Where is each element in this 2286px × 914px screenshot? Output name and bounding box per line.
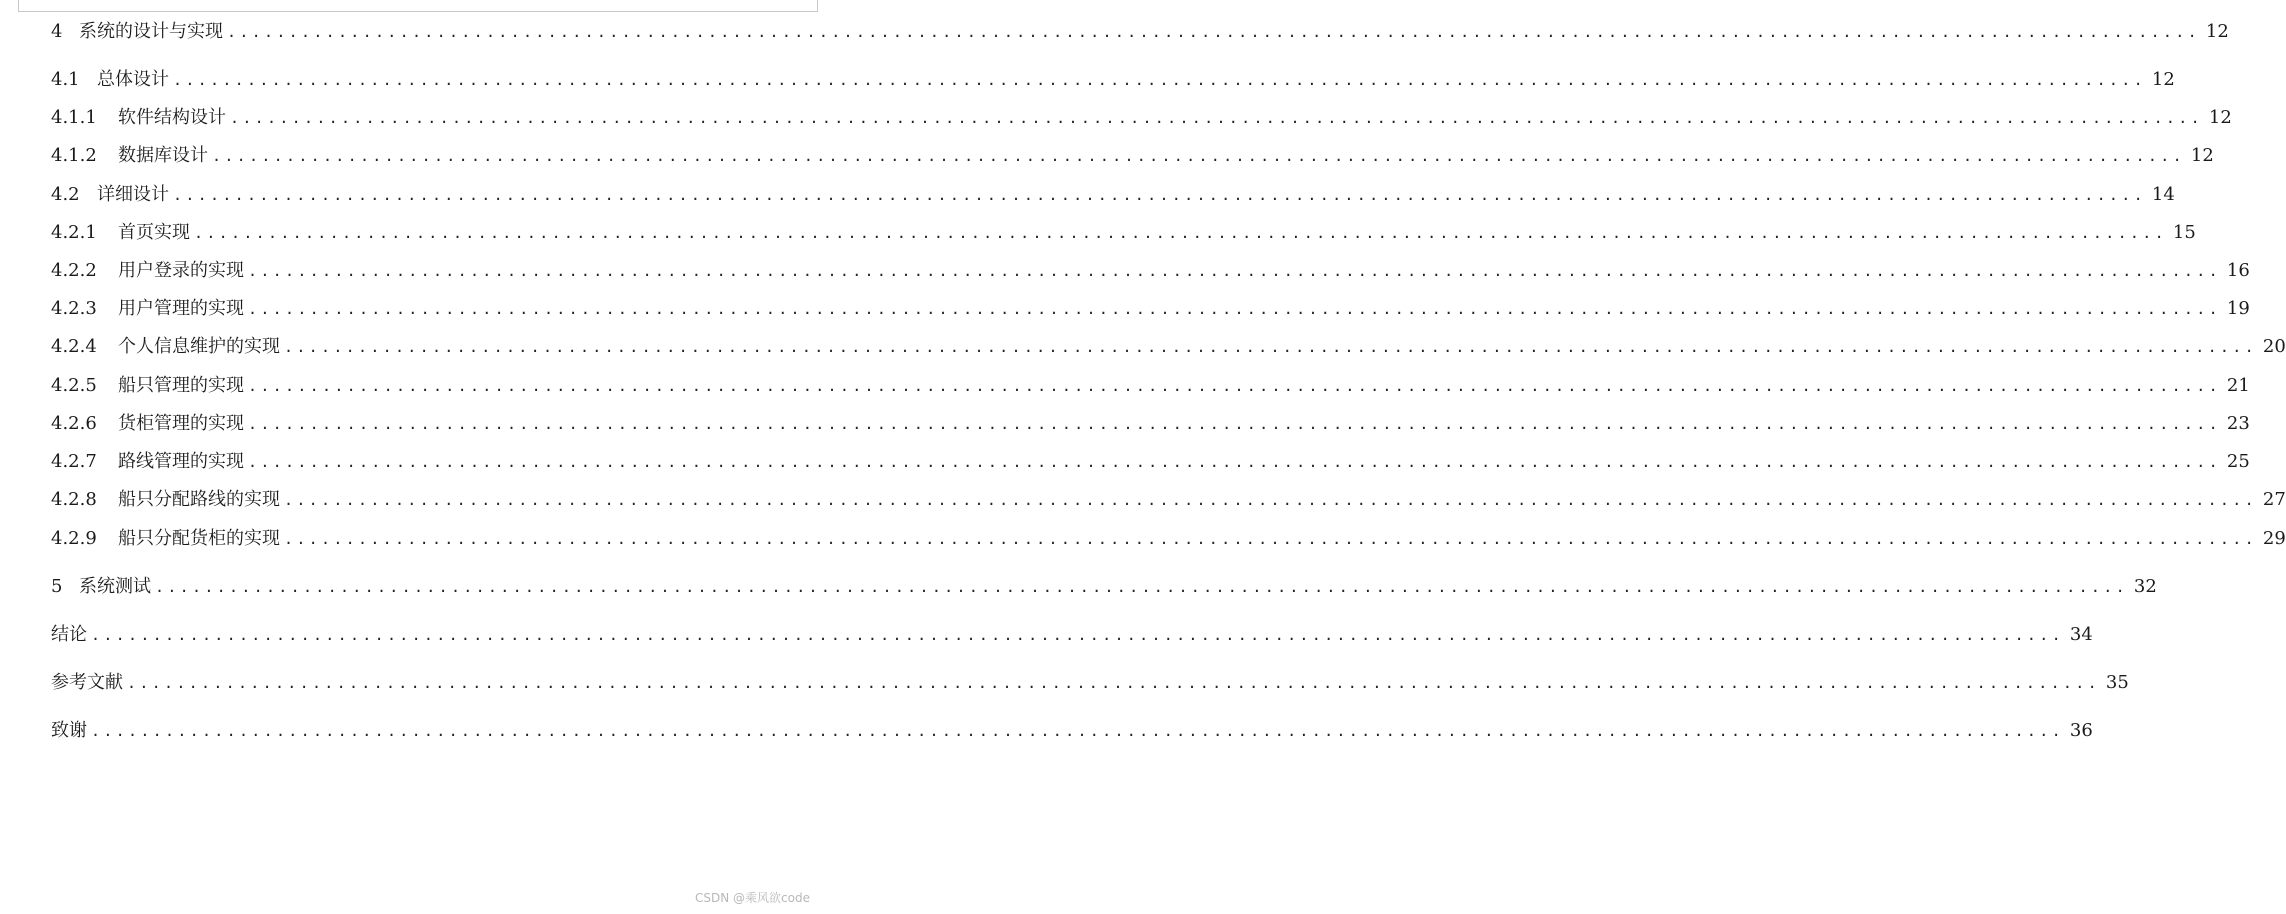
page-top-edge [18, 0, 818, 12]
toc-page-number: 34 [2069, 624, 2093, 645]
toc-entry[interactable] [51, 221, 2196, 245]
toc-title: 系统的设计与实现 [79, 21, 223, 42]
toc-page-number: 29 [2262, 528, 2286, 549]
toc-title: 系统测试 [79, 576, 151, 597]
toc-number: 4.2.3 [51, 298, 97, 319]
toc-title: 用户管理的实现 [118, 298, 244, 319]
toc-page-number: 32 [2133, 576, 2157, 597]
dot-leader: ................................................................................................................................................................ [173, 186, 2146, 204]
toc-title: 软件结构设计 [118, 107, 226, 128]
dot-leader: ................................................................................................................................................................ [127, 674, 2100, 692]
toc-entry[interactable] [51, 144, 2214, 168]
csdn-watermark: CSDN @乘风欲code [695, 891, 810, 905]
toc-title: 船只分配货柜的实现 [118, 528, 280, 549]
toc-entry[interactable] [51, 297, 2250, 321]
dot-leader: ................................................................................................................................................................ [248, 300, 2221, 318]
dot-leader: ................................................................................................................................................................ [212, 147, 2185, 165]
toc-page-number: 19 [2226, 298, 2250, 319]
toc-page-number: 12 [2205, 21, 2229, 42]
toc-title: 详细设计 [97, 184, 169, 205]
toc-entry[interactable] [51, 68, 2175, 92]
dot-leader: ................................................................................................................................................................ [173, 71, 2146, 89]
toc-title: 总体设计 [97, 69, 169, 90]
toc-entry[interactable] [51, 335, 2286, 359]
toc-number: 4.2.7 [51, 451, 97, 472]
toc-number: 4.2.6 [51, 413, 97, 434]
dot-leader: ................................................................................................................................................................ [230, 109, 2203, 127]
toc-number: 4.1 [51, 69, 80, 90]
toc-title: 参考文献 [51, 672, 123, 693]
toc-title: 致谢 [51, 720, 87, 741]
toc-title: 货柜管理的实现 [118, 413, 244, 434]
toc-number: 5 [51, 576, 63, 597]
toc-page-number: 36 [2069, 720, 2093, 741]
toc-page-number: 21 [2226, 375, 2250, 396]
toc-page-number: 14 [2151, 184, 2175, 205]
toc-number: 4.2.2 [51, 260, 97, 281]
toc-number: 4.2.9 [51, 528, 97, 549]
toc-title: 船只分配路线的实现 [118, 489, 280, 510]
toc-title: 用户登录的实现 [118, 260, 244, 281]
toc-entry[interactable] [51, 488, 2286, 512]
toc-entry[interactable] [51, 575, 2157, 599]
toc-title: 路线管理的实现 [118, 451, 244, 472]
toc-number: 4.2 [51, 184, 80, 205]
dot-leader: ................................................................................................................................................................ [248, 262, 2221, 280]
toc-page-number: 12 [2208, 107, 2232, 128]
toc-entry[interactable] [51, 623, 2093, 647]
toc-number: 4.2.1 [51, 222, 97, 243]
dot-leader: ................................................................................................................................................................ [91, 722, 2064, 740]
toc-number: 4.2.4 [51, 336, 97, 357]
toc-entry[interactable] [51, 671, 2129, 695]
dot-leader: ................................................................................................................................................................ [227, 23, 2200, 41]
toc-entry[interactable] [51, 719, 2093, 743]
dot-leader: ................................................................................................................................................................ [284, 530, 2257, 548]
toc-number: 4.1.2 [51, 145, 97, 166]
toc-page-number: 20 [2262, 336, 2286, 357]
toc-title: 船只管理的实现 [118, 375, 244, 396]
toc-title: 个人信息维护的实现 [118, 336, 280, 357]
toc-number: 4.1.1 [51, 107, 97, 128]
toc-number: 4.2.5 [51, 375, 97, 396]
dot-leader: ................................................................................................................................................................ [284, 338, 2257, 356]
toc-entry[interactable] [51, 374, 2250, 398]
toc-entry[interactable] [51, 450, 2250, 474]
toc-entry[interactable] [51, 527, 2286, 551]
toc-number: 4 [51, 21, 63, 42]
toc-page-number: 23 [2226, 413, 2250, 434]
toc-entry[interactable] [51, 106, 2232, 130]
toc-page-number: 16 [2226, 260, 2250, 281]
toc-entry[interactable] [51, 20, 2229, 44]
dot-leader: ................................................................................................................................................................ [91, 626, 2064, 644]
dot-leader: ................................................................................................................................................................ [194, 224, 2167, 242]
dot-leader: ................................................................................................................................................................ [284, 491, 2257, 509]
dot-leader: ................................................................................................................................................................ [248, 453, 2221, 471]
toc-page-number: 27 [2262, 489, 2286, 510]
toc-page-number: 25 [2226, 451, 2250, 472]
toc-page-number: 12 [2151, 69, 2175, 90]
toc-number: 4.2.8 [51, 489, 97, 510]
toc-page-number: 35 [2105, 672, 2129, 693]
toc-entry[interactable] [51, 183, 2175, 207]
toc-title: 数据库设计 [118, 145, 208, 166]
toc-title: 首页实现 [118, 222, 190, 243]
dot-leader: ................................................................................................................................................................ [155, 578, 2128, 596]
toc-entry[interactable] [51, 412, 2250, 436]
toc-entry[interactable] [51, 259, 2250, 283]
dot-leader: ................................................................................................................................................................ [248, 377, 2221, 395]
dot-leader: ................................................................................................................................................................ [248, 415, 2221, 433]
toc-title: 结论 [51, 624, 87, 645]
toc-page-number: 15 [2172, 222, 2196, 243]
toc-page-number: 12 [2190, 145, 2214, 166]
